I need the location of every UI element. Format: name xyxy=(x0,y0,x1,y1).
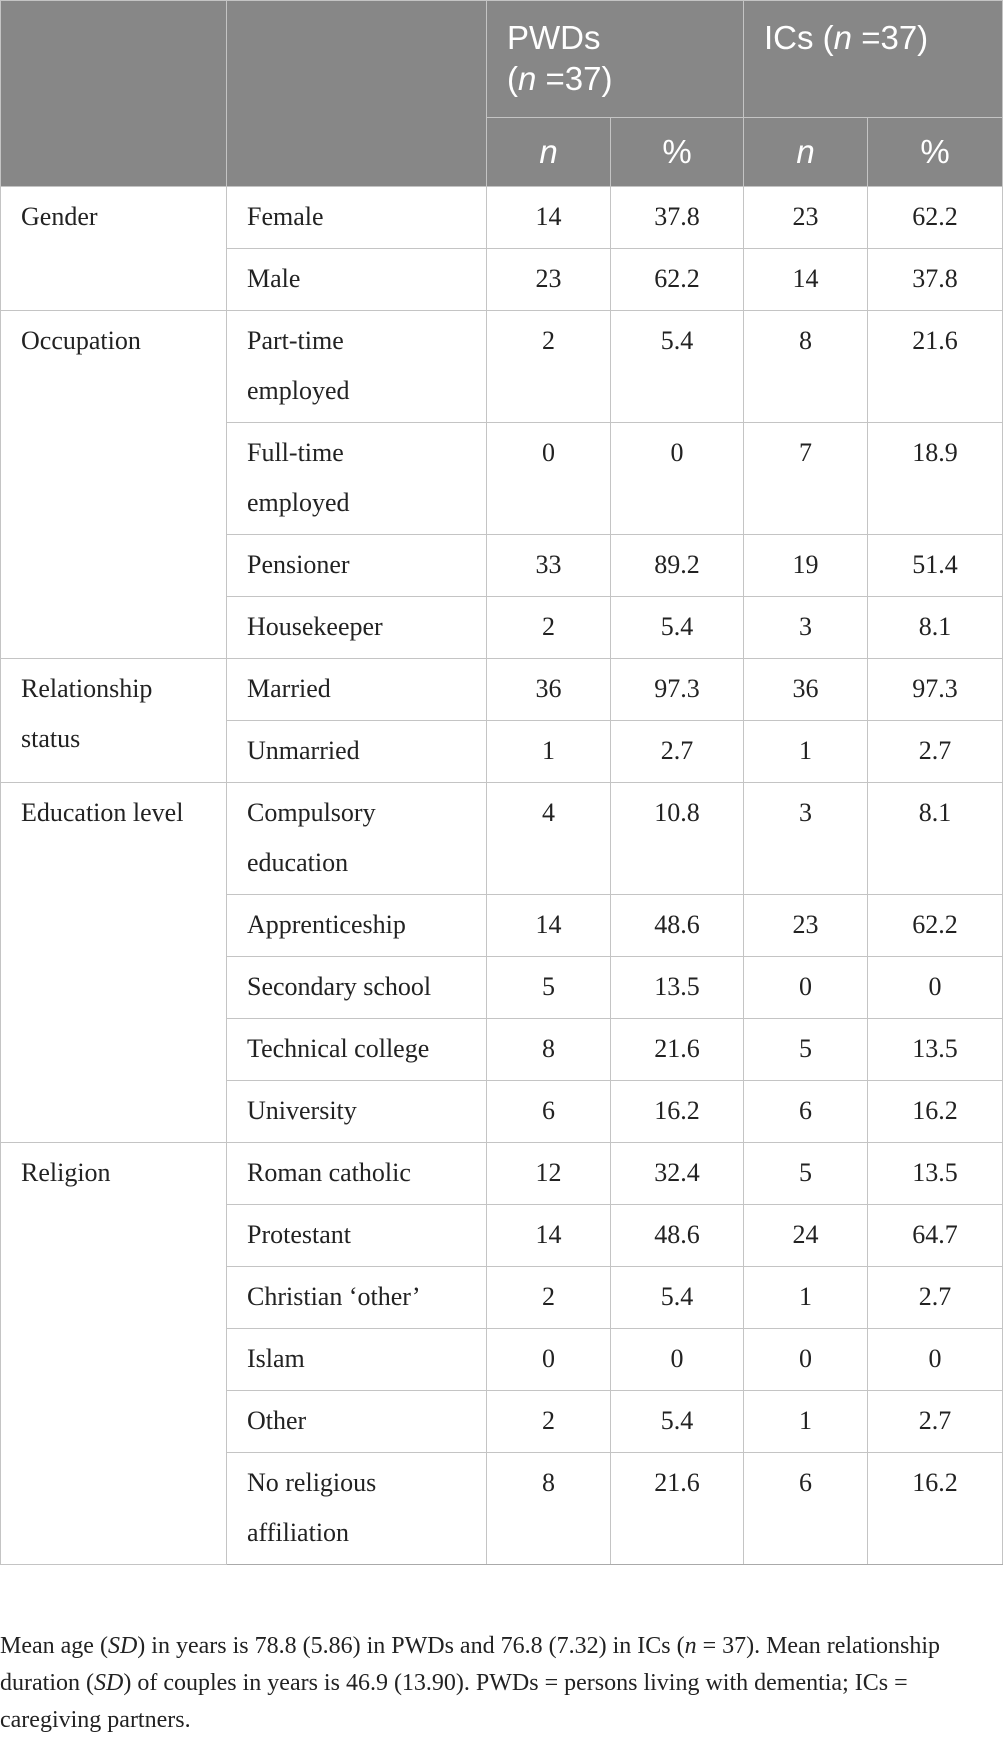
cell-pwd-pct: 37.8 xyxy=(611,187,744,249)
note-sd-2: SD xyxy=(93,1670,124,1696)
cell-ic-n: 1 xyxy=(744,1391,868,1453)
cell-ic-n: 5 xyxy=(744,1143,868,1205)
cell-pwd-pct: 5.4 xyxy=(611,597,744,659)
row-category: Religion xyxy=(1,1143,227,1565)
table-row xyxy=(1,311,1003,423)
row-level xyxy=(227,783,487,895)
header-ics-pct: % xyxy=(868,118,1003,187)
cell-ic-n: 0 xyxy=(744,957,868,1019)
row-level-line: affiliation xyxy=(247,1518,350,1547)
cell-ic-n: 5 xyxy=(744,1019,868,1081)
note-part-3: = 37). Mean relationship duration ( xyxy=(0,1633,941,1696)
cell-pwd-n: 1 xyxy=(487,721,611,783)
table-row xyxy=(1,783,1003,895)
row-level xyxy=(227,1019,487,1081)
cell-ic-n: 6 xyxy=(744,1453,868,1565)
cell-pwd-n: 2 xyxy=(487,1391,611,1453)
cell-pwd-pct: 32.4 xyxy=(611,1143,744,1205)
row-level-line: Female xyxy=(247,202,324,231)
cell-pwd-pct: 5.4 xyxy=(611,311,744,423)
table-row xyxy=(1,1143,1003,1205)
cell-pwd-n: 8 xyxy=(487,1019,611,1081)
table-row xyxy=(1,187,1003,249)
cell-ic-pct: 37.8 xyxy=(868,249,1003,311)
row-level xyxy=(227,957,487,1019)
cell-ic-pct: 97.3 xyxy=(868,659,1003,721)
cell-pwd-pct: 21.6 xyxy=(611,1453,744,1565)
cell-pwd-n: 12 xyxy=(487,1143,611,1205)
table-footnote xyxy=(0,1628,990,1739)
row-level-line: Compulsory xyxy=(247,798,376,827)
header-ics-n-value: =37) xyxy=(852,19,929,56)
cell-pwd-pct: 21.6 xyxy=(611,1019,744,1081)
cell-pwd-n: 2 xyxy=(487,311,611,423)
cell-ic-n: 3 xyxy=(744,597,868,659)
row-category: Gender xyxy=(1,187,227,311)
cell-pwd-n: 8 xyxy=(487,1453,611,1565)
row-level xyxy=(227,311,487,423)
table-header xyxy=(1,1,1003,187)
row-level-line: Christian ‘other’ xyxy=(247,1282,421,1311)
cell-ic-pct: 62.2 xyxy=(868,895,1003,957)
cell-pwd-pct: 89.2 xyxy=(611,535,744,597)
row-category: Education level xyxy=(1,783,227,1143)
cell-ic-pct: 16.2 xyxy=(868,1081,1003,1143)
cell-ic-n: 23 xyxy=(744,187,868,249)
row-level-line: Married xyxy=(247,674,331,703)
row-level xyxy=(227,1143,487,1205)
row-level-line: Male xyxy=(247,264,301,293)
row-level-line: University xyxy=(247,1096,357,1125)
row-category-line: Relationship xyxy=(21,674,153,703)
note-n: n xyxy=(684,1633,697,1659)
cell-pwd-n: 23 xyxy=(487,249,611,311)
cell-ic-n: 24 xyxy=(744,1205,868,1267)
header-group-row xyxy=(1,1,1003,118)
row-level xyxy=(227,895,487,957)
cell-ic-pct: 2.7 xyxy=(868,1391,1003,1453)
row-level-line: Roman catholic xyxy=(247,1158,411,1187)
cell-pwd-n: 5 xyxy=(487,957,611,1019)
header-pwds-n-value: =37) xyxy=(536,60,613,97)
cell-ic-n: 14 xyxy=(744,249,868,311)
header-blank-category xyxy=(1,1,227,187)
header-ics-n xyxy=(744,118,868,187)
row-level-line: Secondary school xyxy=(247,972,432,1001)
cell-pwd-n: 6 xyxy=(487,1081,611,1143)
row-level xyxy=(227,721,487,783)
cell-ic-n: 8 xyxy=(744,311,868,423)
cell-ic-pct: 16.2 xyxy=(868,1453,1003,1565)
cell-ic-n: 19 xyxy=(744,535,868,597)
header-pwds-n-italic: n xyxy=(518,60,537,97)
row-category-line: status xyxy=(21,724,81,753)
header-ics-n-label: n xyxy=(796,133,815,170)
header-blank-level xyxy=(227,1,487,187)
header-ics-n-italic: n xyxy=(833,19,853,56)
cell-ic-pct: 0 xyxy=(868,957,1003,1019)
cell-ic-pct: 2.7 xyxy=(868,1267,1003,1329)
note-part-1: Mean age ( xyxy=(0,1633,108,1659)
row-level-line: Housekeeper xyxy=(247,612,383,641)
row-level xyxy=(227,423,487,535)
header-pwds-n-label: n xyxy=(539,133,558,170)
row-level-line: Unmarried xyxy=(247,736,360,765)
row-level-line: Technical college xyxy=(247,1034,430,1063)
row-category xyxy=(1,659,227,783)
row-level-line: No religious xyxy=(247,1468,377,1497)
row-level-line: Islam xyxy=(247,1344,305,1373)
row-level-line: Pensioner xyxy=(247,550,350,579)
note-sd-1: SD xyxy=(107,1633,138,1659)
cell-ic-pct: 64.7 xyxy=(868,1205,1003,1267)
cell-pwd-pct: 5.4 xyxy=(611,1267,744,1329)
cell-pwd-n: 0 xyxy=(487,423,611,535)
cell-pwd-n: 4 xyxy=(487,783,611,895)
table-row xyxy=(1,659,1003,721)
cell-pwd-pct: 48.6 xyxy=(611,1205,744,1267)
cell-ic-pct: 13.5 xyxy=(868,1143,1003,1205)
cell-ic-pct: 8.1 xyxy=(868,597,1003,659)
cell-pwd-pct: 97.3 xyxy=(611,659,744,721)
cell-ic-pct: 0 xyxy=(868,1329,1003,1391)
row-level-line: education xyxy=(247,848,349,877)
header-ics-group xyxy=(744,1,1003,118)
row-level xyxy=(227,187,487,249)
cell-ic-pct: 21.6 xyxy=(868,311,1003,423)
note-part-2: ) in years is 78.8 (5.86) in PWDs and 76.8 (7.32) in ICs ( xyxy=(137,1633,685,1659)
header-pwds-group: PWDs (n =37) xyxy=(487,1,744,118)
cell-pwd-pct: 10.8 xyxy=(611,783,744,895)
cell-ic-pct: 18.9 xyxy=(868,423,1003,535)
row-level-line: Apprenticeship xyxy=(247,910,406,939)
cell-ic-pct: 62.2 xyxy=(868,187,1003,249)
cell-pwd-pct: 62.2 xyxy=(611,249,744,311)
cell-pwd-n: 14 xyxy=(487,895,611,957)
cell-ic-pct: 51.4 xyxy=(868,535,1003,597)
cell-pwd-n: 33 xyxy=(487,535,611,597)
header-pwds-pct: % xyxy=(611,118,744,187)
row-level xyxy=(227,249,487,311)
cell-ic-pct: 8.1 xyxy=(868,783,1003,895)
cell-ic-pct: 13.5 xyxy=(868,1019,1003,1081)
header-pwds-label: PWDs xyxy=(507,19,601,56)
cell-ic-n: 1 xyxy=(744,1267,868,1329)
cell-ic-n: 3 xyxy=(744,783,868,895)
cell-pwd-n: 14 xyxy=(487,1205,611,1267)
cell-pwd-pct: 13.5 xyxy=(611,957,744,1019)
row-level xyxy=(227,1267,487,1329)
cell-pwd-pct: 16.2 xyxy=(611,1081,744,1143)
cell-ic-pct: 2.7 xyxy=(868,721,1003,783)
row-level xyxy=(227,597,487,659)
row-level-line: Part-time xyxy=(247,326,344,355)
cell-ic-n: 36 xyxy=(744,659,868,721)
cell-ic-n: 1 xyxy=(744,721,868,783)
header-pwds-n xyxy=(487,118,611,187)
row-level-line: Full-time xyxy=(247,438,344,467)
cell-pwd-pct: 48.6 xyxy=(611,895,744,957)
row-level xyxy=(227,1391,487,1453)
row-level xyxy=(227,1081,487,1143)
header-ics-label: ICs ( xyxy=(764,19,834,56)
cell-pwd-n: 0 xyxy=(487,1329,611,1391)
row-level-line: Other xyxy=(247,1406,307,1435)
cell-pwd-pct: 2.7 xyxy=(611,721,744,783)
cell-pwd-n: 36 xyxy=(487,659,611,721)
row-level-line: employed xyxy=(247,376,350,405)
row-level xyxy=(227,1205,487,1267)
row-level xyxy=(227,659,487,721)
cell-ic-n: 0 xyxy=(744,1329,868,1391)
cell-pwd-n: 2 xyxy=(487,1267,611,1329)
row-level xyxy=(227,1329,487,1391)
row-level xyxy=(227,535,487,597)
table-body xyxy=(1,187,1003,1565)
cell-pwd-pct: 0 xyxy=(611,1329,744,1391)
row-level xyxy=(227,1453,487,1565)
row-level-line: Protestant xyxy=(247,1220,351,1249)
cell-ic-n: 23 xyxy=(744,895,868,957)
cell-ic-n: 6 xyxy=(744,1081,868,1143)
cell-pwd-pct: 5.4 xyxy=(611,1391,744,1453)
cell-pwd-n: 2 xyxy=(487,597,611,659)
row-level-line: employed xyxy=(247,488,350,517)
cell-pwd-n: 14 xyxy=(487,187,611,249)
cell-ic-n: 7 xyxy=(744,423,868,535)
note-part-4: ) of couples in years is 46.9 (13.90). PWDs = persons living with dementia; ICs = caregiving partners. xyxy=(0,1670,908,1733)
row-category: Occupation xyxy=(1,311,227,659)
cell-pwd-pct: 0 xyxy=(611,423,744,535)
